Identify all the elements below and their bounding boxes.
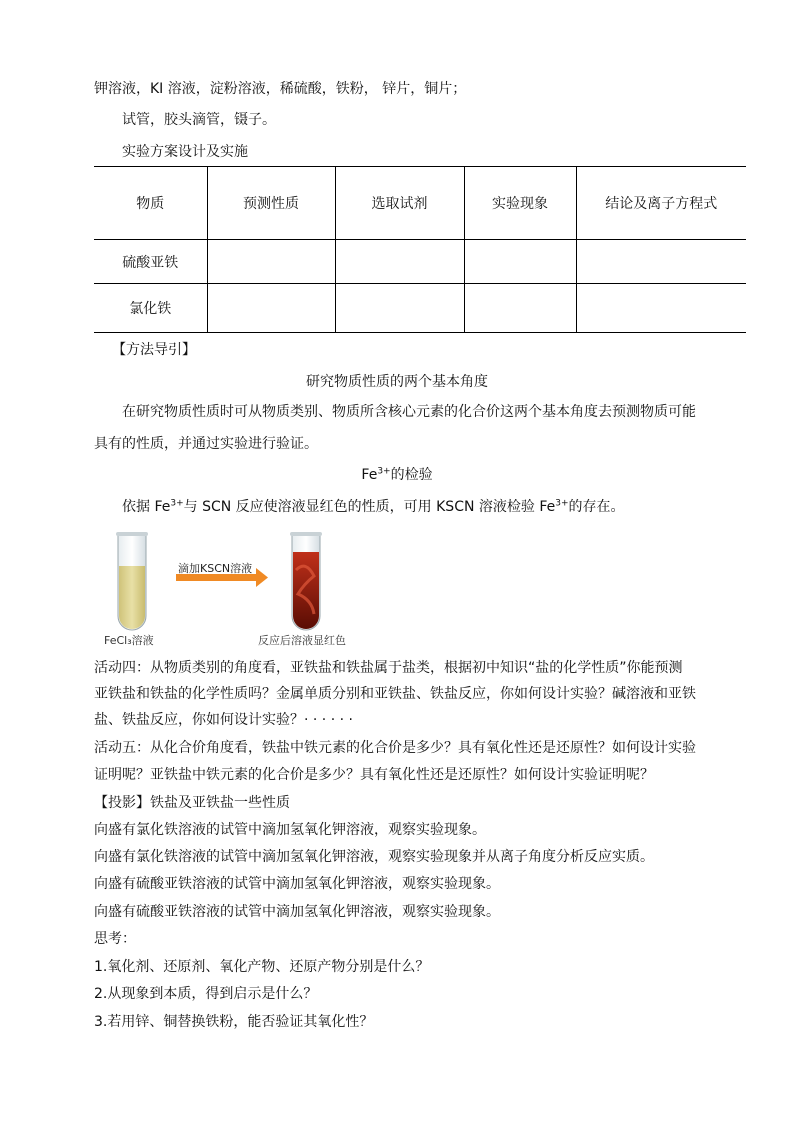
fe3-title-text: Fe [361,467,378,483]
method-paragraph-line-1: 在研究物质性质时可从物质类别、物质所含核心元素的化合价这两个基本角度去预测物质可能 [122,404,696,420]
apparatus-line: 试管，胶头滴管，镊子。 [122,112,276,128]
method-guide-label: 【方法导引】 [112,342,196,358]
section-heading: 实验方案设计及实施 [122,144,248,160]
table-cell [464,284,576,333]
right-test-tube [290,532,322,630]
method-paragraph-line-2: 具有的性质，并通过实验进行验证。 [94,436,318,452]
thinking-label: 思考： [94,931,136,947]
table-header-cell: 预测性质 [207,167,335,240]
projection-item: 向盛有硫酸亚铁溶液的试管中滴加氢氧化钾溶液，观察实验现象。 [94,904,500,920]
activity-5-line-2: 证明呢？亚铁盐中铁元素的化合价是多少？具有氧化性还是还原性？如何设计实验证明呢？ [94,767,654,783]
table-row [94,240,746,284]
projection-item: 向盛有氯化铁溶液的试管中滴加氢氧化钾溶液，观察实验现象并从离子角度分析反应实质。 [94,849,654,865]
left-tube-caption: FeCl₃溶液 [104,634,154,647]
table-header-cell: 结论及离子方程式 [576,167,746,240]
table-cell [576,240,746,284]
fe3-para-part: 依据 Fe [122,499,171,515]
fe3-para-sup: 3+ [170,498,184,509]
table-header-row [94,167,746,240]
table-cell [335,284,464,333]
activity-5-line-1: 活动五：从化合价角度看，铁盐中铁元素的化合价是多少？具有氧化性还是还原性？如何设计实验 [94,740,696,756]
table-cell [576,284,746,333]
kscn-test-figure [100,530,400,650]
table-row-label: 硫酸亚铁 [94,240,207,284]
fe3-test-title [0,465,794,485]
table-cell [464,240,576,284]
table-row-label: 氯化铁 [94,284,207,333]
fe3-title-suffix: 的检验 [390,467,433,483]
left-test-tube [116,532,148,630]
thinking-question-1: 1.氧化剂、还原剂、氧化产物、还原产物分别是什么？ [94,959,430,975]
table-header-cell: 选取试剂 [335,167,464,240]
thinking-question-2: 2.从现象到本质，得到启示是什么？ [94,986,318,1002]
projection-item: 向盛有硫酸亚铁溶液的试管中滴加氢氧化钾溶液，观察实验现象。 [94,876,500,892]
table-cell [335,240,464,284]
reagent-list-line: 钾溶液，KI 溶液，淀粉溶液，稀硫酸，铁粉， 锌片，铜片； [94,81,467,97]
activity-4-line-2: 亚铁盐和铁盐的化学性质吗？金属单质分别和亚铁盐、铁盐反应，你如何设计实验？碱溶液和亚铁 [94,686,696,702]
experiment-table [94,166,746,333]
fe3-test-paragraph [122,497,625,517]
activity-4-line-1: 活动四：从物质类别的角度看，亚铁盐和铁盐属于盐类，根据初中知识“盐的化学性质”你能预测 [94,660,683,676]
table-header-cell: 实验现象 [464,167,576,240]
table-cell [207,284,335,333]
activity-4-line-3: 盐、铁盐反应，你如何设计实验？· · · · · · [94,712,353,728]
arrow-label: 滴加KSCN溶液 [178,562,253,575]
projection-title: 【投影】铁盐及亚铁盐一些性质 [94,795,290,811]
table-row [94,284,746,333]
fe3-para-part: 的存在。 [568,499,625,515]
projection-item: 向盛有氯化铁溶液的试管中滴加氢氧化钾溶液，观察实验现象。 [94,822,486,838]
method-subtitle: 研究物质性质的两个基本角度 [306,374,488,390]
fe3-title-sup: 3+ [377,466,391,477]
table-header-cell: 物质 [94,167,207,240]
fe3-para-part: 与 SCN 反应使溶液显红色的性质，可用 KSCN 溶液检验 Fe [183,499,556,515]
fe3-para-sup: 3+ [555,498,569,509]
table-cell [207,240,335,284]
right-tube-caption: 反应后溶液显红色 [258,634,346,647]
thinking-question-3: 3.若用锌、铜替换铁粉，能否验证其氧化性？ [94,1014,374,1030]
